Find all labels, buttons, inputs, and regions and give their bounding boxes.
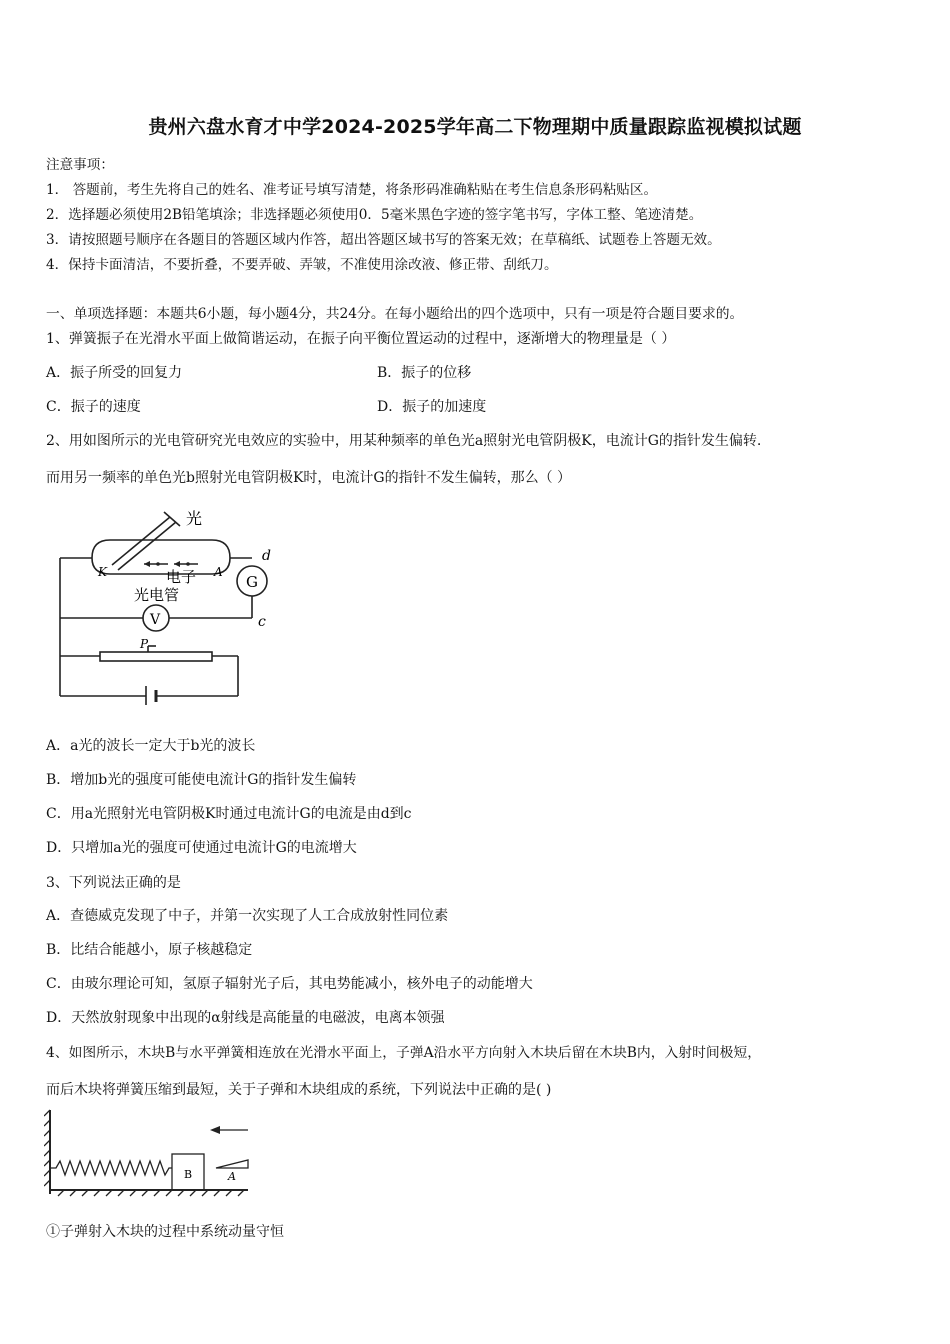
electron-label: 电子: [166, 568, 197, 586]
light-label: 光: [186, 509, 203, 528]
q1-option-b: B．振子的位移: [377, 365, 472, 381]
terminal-d-label: d: [262, 548, 271, 564]
q2-option-a: A．a光的波长一定大于b光的波长: [46, 738, 256, 754]
q4-stem-line2: 而后木块将弹簧压缩到最短，关于子弹和木块组成的系统，下列说法中正确的是( ): [46, 1082, 552, 1098]
light-ray-1: [112, 517, 170, 565]
q3-option-d: D．天然放射现象中出现的α射线是高能量的电磁波，电离本领强: [46, 1010, 445, 1026]
q2-option-b: B．增加b光的强度可能使电流计G的指针发生偏转: [46, 772, 357, 788]
notice-heading: 注意事项：: [46, 157, 114, 173]
q3-option-b: B．比结合能越小，原子核越稳定: [46, 942, 253, 958]
page-title: 贵州六盘水育才中学2024-2025学年高二下物理期中质量跟踪监视模拟试题: [148, 116, 802, 138]
anode-label: A: [214, 565, 223, 579]
photoelectric-circuit-diagram: [52, 500, 282, 705]
q1-option-c: C．振子的速度: [46, 399, 141, 415]
cathode-label: K: [98, 565, 107, 579]
photocell-tube: [92, 540, 230, 574]
q1-option-d: D．振子的加速度: [377, 399, 487, 415]
q2-stem-line2: 而用另一频率的单色光b照射光电管阴极K时，电流计G的指针不发生偏转，那么（ ）: [46, 470, 572, 486]
spring: [50, 1161, 172, 1175]
section-heading: 一、单项选择题：本题共6小题，每小题4分，共24分。在每小题给出的四个选项中，只有一项是符合题目要求的。: [46, 306, 744, 322]
q4-stem-line1: 4、如图所示，木块B与水平弹簧相连放在光滑水平面上，子弹A沿水平方向射入木块后留在木块B内，入射时间极短，: [46, 1045, 762, 1061]
q3-option-c: C．由玻尔理论可知，氢原子辐射光子后，其电势能减小，核外电子的动能增大: [46, 976, 533, 992]
voltmeter-label: V: [150, 612, 161, 628]
notice-item: 3．请按照题号顺序在各题目的答题区域内作答，超出答题区域书写的答案无效；在草稿纸、试题卷上答题无效。: [46, 232, 721, 248]
terminal-c-label: c: [258, 614, 266, 630]
q2-option-d: D．只增加a光的强度可使通过电流计G的电流增大: [46, 840, 357, 856]
q2-stem-line1: 2、用如图所示的光电管研究光电效应的实验中，用某种频率的单色光a照射光电管阴极K，电流计G的指针发生偏转.: [46, 433, 762, 449]
galvanometer-label: G: [246, 573, 258, 591]
q3-stem: 3、下列说法正确的是: [46, 875, 181, 891]
slider-label: P: [140, 637, 149, 651]
q2-option-c: C．用a光照射光电管阴极K时通过电流计G的电流是由d到c: [46, 806, 412, 822]
notice-item: 2．选择题必须使用2B铅笔填涂；非选择题必须使用0．5毫米黑色字迹的签字笔书写，字体工整、笔迹清楚。: [46, 207, 703, 223]
spring-block-diagram: [44, 1106, 254, 1198]
bullet-a-label: A: [228, 1170, 236, 1183]
bullet-a: [216, 1160, 248, 1168]
q3-option-a: A．查德威克发现了中子，并第一次实现了人工合成放射性同位素: [46, 908, 449, 924]
block-b-label: B: [184, 1168, 193, 1181]
notice-item: 4．保持卡面清洁，不要折叠，不要弄破、弄皱，不准使用涂改液、修正带、刮纸刀。: [46, 257, 558, 273]
q1-stem: 1、弹簧振子在光滑水平面上做简谐运动，在振子向平衡位置运动的过程中，逐渐增大的物理量是（ ）: [46, 331, 676, 347]
tube-label: 光电管: [134, 586, 180, 604]
q4-statement-1: ①子弹射入木块的过程中系统动量守恒: [46, 1224, 284, 1240]
q1-option-a: A．振子所受的回复力: [46, 365, 183, 381]
notice-item: 1． 答题前，考生先将自己的姓名、准考证号填写清楚，将条形码准确粘贴在考生信息条形码粘贴区。: [46, 182, 658, 198]
rheostat: [100, 652, 212, 661]
